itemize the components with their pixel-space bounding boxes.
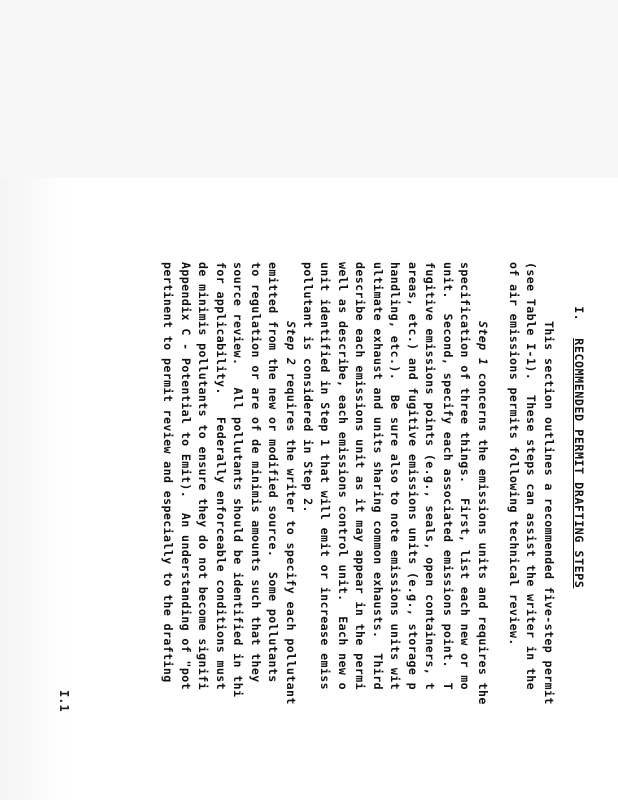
text-line: ultimate exhaust and units sharing common exhausts. Third [371,262,385,691]
text-line: unit identified in Step 1 that will emit or increase emiss [318,262,333,691]
text-line [474,262,492,705]
rotated-text-block [85,262,605,800]
text-line: pollutant is considered in Step 2. [301,262,315,513]
text-line: areas, etc.) and fugitive emissions units (e.g., storage p [406,262,420,691]
text-line: emitted from the new or modified source. Some pollutants [266,262,281,683]
text-line: describe each emissions unit as it may appear in the permi [353,262,368,691]
step2-text: requires the writer to specify each pollutant [284,365,298,705]
page-number: I.1 [57,690,71,712]
section-title: RECOMMENDED PERMIT DRAFTING STEPS [572,338,587,589]
step2-label: Step 2 [284,321,298,366]
text-line: for applicability. Federally enforceable conditions must [214,262,228,691]
text-line: specification of three things. First, list each new or mo [458,262,473,691]
text-line: of air emissions permits following technical review. [507,262,521,646]
text-line: de minimis pollutants to ensure they do not become signifi [196,262,211,691]
text-line: (see Table I-1). These steps can assist the writer in the [524,262,539,691]
text-line: pertinent to permit review and especially to the drafting [161,262,176,683]
text-line [282,262,300,705]
text-line: to regulation or are of de minimis amounts such that they [249,262,263,683]
step1-paragraph [299,262,492,705]
text-line: Appendix C - Potential to Emit). An understanding of "pot [179,262,193,691]
step2-paragraph [159,262,299,705]
step1-text: concerns the emissions units and requires the [476,365,490,705]
step1-label: Step 1 [476,321,490,366]
text-line: unit. Second, specify each associated emissions point. T [441,262,455,691]
text-line: This section outlines a recommended five-step permit [542,262,556,705]
intro-paragraph [505,262,558,705]
section-heading [553,262,606,588]
text-line: handling, etc.). Be sure also to note emissions units wit [388,262,403,691]
section-number: I. [572,306,587,322]
text-line: source review. All pollutants should be identified in thi [231,262,246,698]
text-line: well as describe, each emissions control unit. Each new o [336,262,350,691]
text-line: fugitive emissions points (e.g., seals, open containers, t [423,262,438,691]
scan-background-band [0,0,618,178]
